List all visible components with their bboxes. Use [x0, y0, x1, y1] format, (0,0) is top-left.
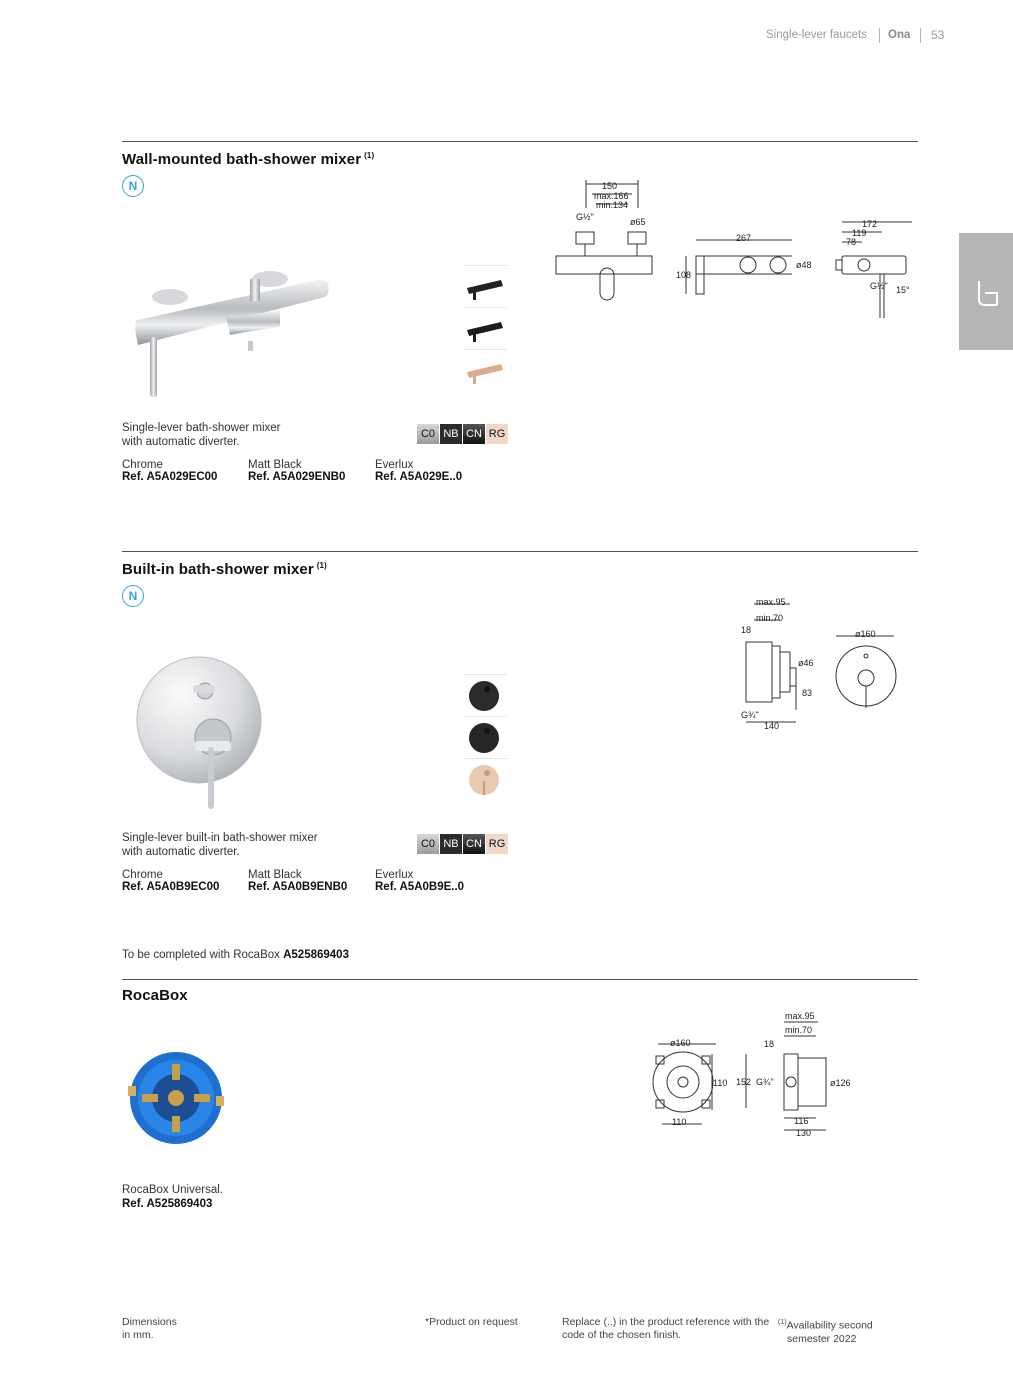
- finish-name: Everlux: [375, 459, 414, 471]
- completion-note: [122, 949, 349, 961]
- description-line: with automatic diverter.: [122, 436, 240, 448]
- dim-label: G¾": [741, 710, 759, 720]
- dim-label: ø46: [798, 658, 814, 668]
- finish-ref: Ref. A5A0B9EC00: [122, 881, 220, 893]
- rocabox-ref: Ref. A525869403: [122, 1198, 213, 1210]
- dim-label: min.70: [756, 613, 784, 623]
- finish-thumbnails: [463, 265, 507, 391]
- dim-label: 15°: [896, 285, 910, 295]
- dim-label: 172: [862, 219, 878, 229]
- section-rule: [122, 979, 918, 980]
- section-rule: [122, 551, 918, 552]
- finish-chip-chrome[interactable]: C0: [417, 834, 439, 854]
- dim-label: 108: [676, 270, 692, 280]
- footnote-mark: (1): [316, 561, 327, 570]
- product-description: [122, 421, 342, 449]
- section-title-text: Built-in bath-shower mixer: [122, 561, 314, 578]
- dim-label: 83: [802, 688, 813, 698]
- section-title: [122, 561, 327, 578]
- dim-label: 110: [713, 1078, 728, 1088]
- finish-thumb-rose-gold[interactable]: [463, 758, 507, 800]
- finish-thumb-black[interactable]: [463, 674, 507, 716]
- footer-line: Replace (..) in the product reference with the: [562, 1316, 770, 1328]
- footer-dimensions-note: [122, 1316, 177, 1342]
- technical-drawing-rocabox: [650, 1010, 870, 1149]
- section-title: [122, 151, 374, 168]
- new-badge: N: [122, 175, 144, 197]
- finish-entry: [122, 869, 219, 893]
- header-divider: [879, 28, 880, 43]
- finish-ref: Ref. A5A0B9E..0: [375, 881, 465, 893]
- footnote-mark: (1): [778, 1319, 787, 1326]
- footer-line: Availability second: [786, 1319, 873, 1332]
- finish-chip-rose-gold[interactable]: RG: [486, 424, 508, 444]
- finish-chip-cn[interactable]: CN: [463, 834, 485, 854]
- finish-thumb-rose-gold[interactable]: [463, 349, 507, 391]
- footer-line: semester 2022: [787, 1332, 857, 1345]
- finish-entry: [375, 869, 464, 893]
- dim-label: 18: [764, 1039, 775, 1049]
- dim-label: ø160: [670, 1038, 691, 1048]
- finish-code-chips: [417, 834, 509, 854]
- finish-chip-cn[interactable]: CN: [463, 424, 485, 444]
- finish-entry: [248, 869, 347, 893]
- footer-line: Dimensions: [122, 1316, 177, 1328]
- finish-chip-matt-black[interactable]: NB: [440, 424, 462, 444]
- dim-label: 267: [736, 233, 752, 243]
- dim-label: ø126: [830, 1078, 851, 1088]
- section-title-rocabox: RocaBox: [122, 987, 188, 1004]
- product-image-wall-mixer: [130, 265, 340, 410]
- section-rule: [122, 141, 918, 142]
- product-image-built-in-mixer: [133, 655, 268, 820]
- footer-on-request: *Product on request: [425, 1316, 518, 1328]
- finish-entry: [122, 459, 217, 483]
- footnote-mark: (1): [364, 151, 375, 160]
- finish-chip-chrome[interactable]: C0: [417, 424, 439, 444]
- description-line: RocaBox Universal.: [122, 1184, 223, 1196]
- dim-label: 116: [794, 1116, 809, 1126]
- product-description: [122, 831, 382, 859]
- footer-line: code of the chosen finish.: [562, 1329, 682, 1341]
- header-divider: [920, 28, 921, 43]
- finish-thumb-dark[interactable]: [463, 307, 507, 349]
- finish-thumbnails: [463, 674, 507, 800]
- dim-label: max.95: [756, 597, 786, 607]
- bath-icon: [959, 233, 1013, 350]
- dim-label: 130: [796, 1128, 812, 1138]
- footer-availability-note: [778, 1316, 873, 1346]
- finish-ref: Ref. A5A029EC00: [122, 471, 218, 483]
- header-collection: Ona: [888, 29, 911, 41]
- product-image-rocabox: [124, 1046, 228, 1155]
- completion-note-text: To be completed with RocaBox: [122, 949, 284, 961]
- dim-label: 152: [736, 1077, 752, 1087]
- dim-label: ø160: [855, 629, 876, 639]
- dim-label: 119: [852, 228, 867, 238]
- dim-label: 110: [672, 1117, 687, 1127]
- dim-label: min.134: [596, 200, 629, 210]
- dim-label: 18: [741, 625, 752, 635]
- footer-replace-note: [562, 1316, 769, 1342]
- technical-drawing-wall-mixer: [550, 178, 920, 328]
- finish-name: Chrome: [122, 869, 163, 881]
- dim-label: min.70: [785, 1025, 813, 1035]
- header-section: Single-lever faucets: [766, 29, 867, 41]
- finish-chip-matt-black[interactable]: NB: [440, 834, 462, 854]
- finish-name: Matt Black: [248, 869, 302, 881]
- description-line: Single-lever built-in bath-shower mixer: [122, 832, 318, 844]
- completion-note-ref: A525869403: [283, 949, 349, 961]
- dim-label: ø48: [796, 260, 812, 270]
- finish-entry: [375, 459, 462, 483]
- description-line: with automatic diverter.: [122, 846, 240, 858]
- dim-label: ø65: [630, 217, 646, 227]
- page-number: 53: [931, 28, 945, 42]
- finish-thumb-black[interactable]: [463, 265, 507, 307]
- dim-label: G½": [576, 212, 594, 222]
- finish-thumb-dark[interactable]: [463, 716, 507, 758]
- technical-drawing-built-in-mixer: [730, 592, 910, 737]
- dim-label: max.166: [594, 191, 629, 201]
- finish-name: Everlux: [375, 869, 414, 881]
- footer-line: in mm.: [122, 1329, 154, 1341]
- dim-label: G½": [870, 281, 888, 291]
- finish-code-chips: [417, 424, 509, 444]
- description-line: Single-lever bath-shower mixer: [122, 422, 281, 434]
- finish-name: Matt Black: [248, 459, 302, 471]
- dim-label: 140: [764, 721, 780, 731]
- finish-entry: [248, 459, 345, 483]
- finish-ref: Ref. A5A029E..0: [375, 471, 463, 483]
- finish-name: Chrome: [122, 459, 163, 471]
- dim-label: G¾": [756, 1077, 774, 1087]
- new-badge: N: [122, 585, 144, 607]
- dim-label: 78: [846, 237, 857, 247]
- finish-ref: Ref. A5A029ENB0: [248, 471, 346, 483]
- rocabox-description: [122, 1183, 342, 1211]
- section-title-text: Wall-mounted bath-shower mixer: [122, 151, 362, 168]
- dim-label: max.95: [785, 1011, 815, 1021]
- category-side-tab: [959, 233, 1013, 350]
- finish-ref: Ref. A5A0B9ENB0: [248, 881, 348, 893]
- dim-label: 150: [602, 181, 618, 191]
- finish-chip-rose-gold[interactable]: RG: [486, 834, 508, 854]
